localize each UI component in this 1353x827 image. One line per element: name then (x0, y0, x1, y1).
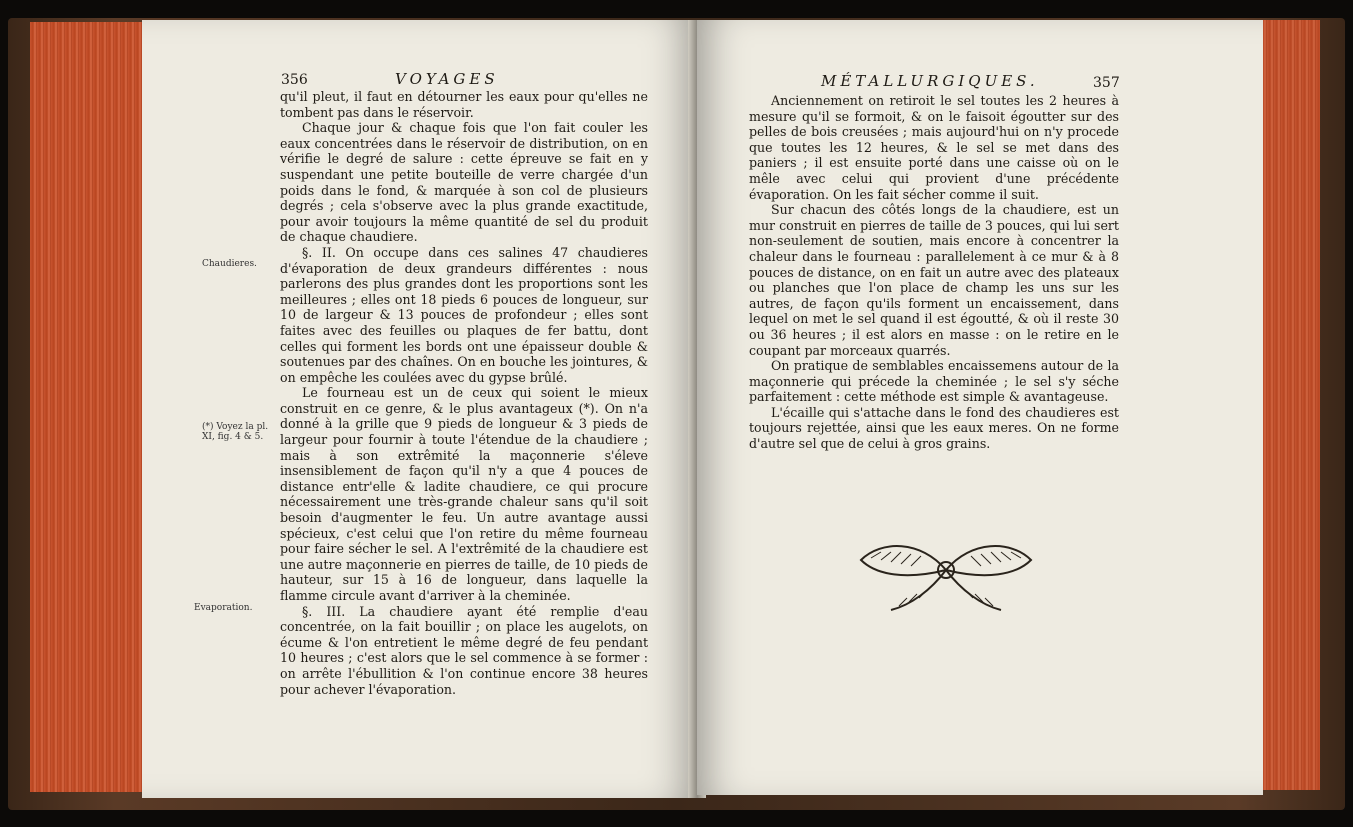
paragraph: Chaque jour & chaque fois que l'on fait couler les eaux concentrées dans le réservoir de distribution, on en vérifie le degré de salure : cette épreuve se fait en y suspendant une petite bouteille de verre chargée d'un poids dans le fond, & marquée à son col de plusieurs degrés ; cela s'observe avec la plus grande exactitude, pour avoir toujours la même quantité de sel du produit de chaque chaudiere. (280, 120, 648, 245)
running-header: MÉTALLURGIQUES. (821, 72, 1039, 90)
page-edges-right (1260, 20, 1320, 790)
running-header: VOYAGES (395, 70, 499, 88)
left-body-text (280, 89, 648, 697)
ribbon-bow-ornament (851, 530, 1041, 616)
page-number: 357 (1093, 75, 1120, 91)
paragraph: §. III. La chaudiere ayant été remplie d'eau concentrée, on la fait bouillir ; on place les augelots, on écume & l'on entretient le même degré de feu pendant 10 heures ; c'est alors que le sel commence à se former : on arrête l'ébullition & l'on continue encore 38 heures pour achever l'évaporation. (280, 603, 648, 697)
right-body-text (749, 93, 1119, 452)
paragraph: L'écaille qui s'attache dans le fond des chaudieres est toujours rejettée, ainsi que les eaux meres. On ne forme d'autre sel que de celui à gros grains. (749, 404, 1119, 452)
paragraph: Le fourneau est un de ceux qui soient le mieux construit en ce genre, & le plus avantageux (*). On n'a donné à la grille que 9 pieds de longueur & 3 pieds de largeur pour fournir à toute l'étendue de la chaudiere ; mais à son extrêmité la maçonnerie s'éleve insensiblement de façon qu'il n'y a que 4 pouces de distance entr'elle & ladite chaudiere, ce qui procure nécessairement une très-grande chaleur sans qu'il soit besoin d'augmenter le feu. Un autre avantage aussi spécieux, c'est celui que l'on retire du même fourneau pour faire sécher le sel. A l'extrêmité de la chaudiere est une autre maçonnerie en pierres de taille, de 10 pieds de hauteur, sur 15 à 16 de longueur, dans laquelle la flamme circule avant d'arriver à la cheminée. (280, 385, 648, 603)
paragraph: Anciennement on retiroit le sel toutes les 2 heures à mesure qu'il se formoit, & on le faisoit égoutter sur des pelles de bois creusées ; mais aujourd'hui on n'y procede que toutes les 12 heures, & le sel se met dans des paniers ; il est ensuite porté dans une caisse où on le mêle avec celui qui provient d'une précédente évaporation. On les fait sécher comme il suit. (749, 93, 1119, 202)
margin-note-footnote: (*) Voyez la pl. XI, fig. 4 & 5. (202, 422, 269, 442)
paragraph: Sur chacun des côtés longs de la chaudiere, est un mur construit en pierres de taille de 3 pouces, qui lui sert non-seulement de soutien, mais encore à concentrer la chaleur dans le fourneau : parallelement à ce mur & à 8 pouces de distance, on en fait un autre avec des plateaux ou planches que l'on place de champ les uns sur les autres, de façon qu'ils forment un encaissement, dans lequel on met le sel quand il est égoutté, & où il reste 30 ou 36 heures ; il est alors en masse : on le retire en le coupant par morceaux quarrés. (749, 202, 1119, 358)
right-page (697, 20, 1263, 795)
paragraph: On pratique de semblables encaissemens autour de la maçonnerie qui précede la cheminée ; le sel s'y séche parfaitement : cette méthode est simple & avantageuse. (749, 358, 1119, 405)
margin-note-chaudieres: Chaudieres. (202, 259, 257, 269)
page-number: 356 (281, 72, 308, 88)
page-edges-left (30, 22, 148, 792)
margin-note-evaporation: Evaporation. (194, 603, 253, 613)
paragraph: qu'il pleut, il faut en détourner les eaux pour qu'elles ne tombent pas dans le réservoir. (280, 89, 648, 120)
left-page (142, 20, 695, 798)
paragraph: §. II. On occupe dans ces salines 47 chaudieres d'évaporation de deux grandeurs différentes : nous parlerons des plus grandes dont les proportions sont les meilleures ; elles ont 18 pieds 6 pouces de longueur, sur 10 de largeur & 13 pouces de profondeur ; elles sont faites avec des feuilles ou plaques de fer battu, dont celles qui forment les bords ont une épaisseur double & soutenues par des chaînes. On en bouche les jointures, & on empêche les coulées avec du gypse brûlé. (280, 244, 648, 385)
